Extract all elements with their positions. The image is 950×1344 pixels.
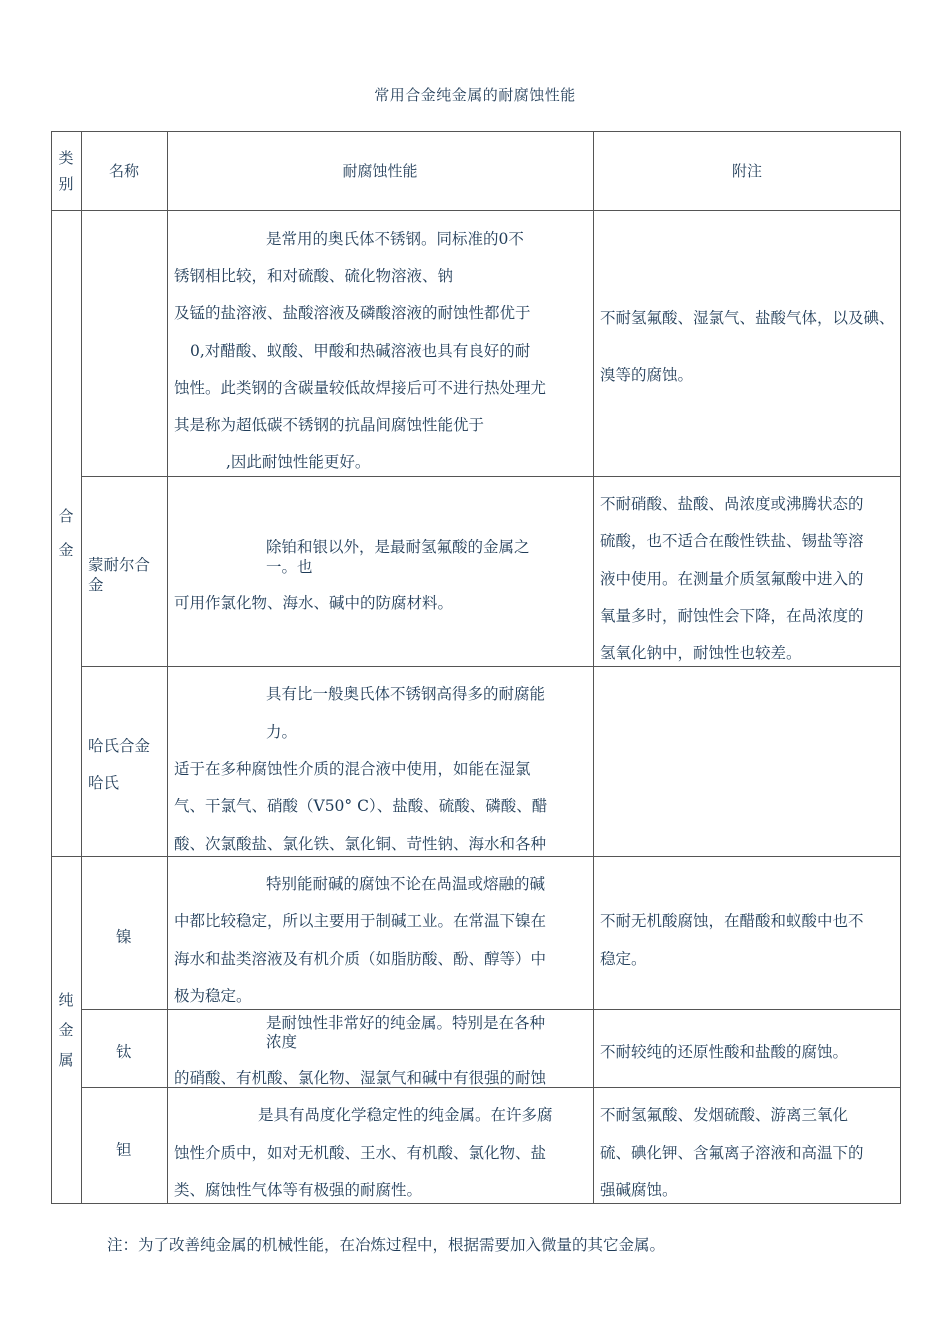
row0-performance-line: 是常用的奥氏体不锈钢。同标准的0不	[266, 230, 524, 248]
row1-performance-line: 一。也	[266, 558, 313, 576]
row2-performance-line: 具有比一般奥氏体不锈钢高得多的耐腐能	[266, 685, 546, 703]
page-title: 常用合金纯金属的耐腐蚀性能	[374, 86, 576, 104]
row0-note-line: 不耐氢氟酸、湿氯气、盐酸气体，以及碘、	[600, 309, 895, 327]
row5-performance-line: 是具有咼度化学稳定性的纯金属。在许多腐	[258, 1106, 553, 1124]
row2-name-line: 哈氏	[88, 774, 120, 792]
row3-note-line: 不耐无机酸腐蚀，在醋酸和蚁酸中也不	[600, 912, 864, 930]
row5-performance-line: 类、腐蚀性气体等有极强的耐腐性。	[174, 1181, 423, 1199]
row1-performance-line: 除铂和银以外，是最耐氢氟酸的金属之	[266, 538, 530, 556]
row2-performance-line: 酸、次氯酸盐、氯化铁、氯化铜、苛性钠、海水和各种	[174, 835, 547, 853]
row3-performance-line: 极为稳定。	[174, 987, 252, 1005]
row4-performance-line: 是耐蚀性非常好的纯金属。特别是在各种	[266, 1014, 546, 1032]
row1-note-line: 硫酸，也不适合在酸性铁盐、锡盐等溶	[600, 532, 864, 550]
header-performance: 耐腐蚀性能	[342, 162, 418, 180]
row1-note-line: 氧量多时，耐蚀性会下降，在咼浓度的	[600, 607, 864, 625]
row5-name-line: 钽	[116, 1141, 132, 1159]
row3-name-line: 镍	[116, 928, 132, 946]
row1-name-line: 蒙耐尔合	[88, 556, 151, 574]
corrosion-table	[51, 131, 901, 1204]
row3-note-line: 稳定。	[600, 950, 647, 968]
row3-performance-line: 中都比较稳定，所以主要用于制碱工业。在常温下镍在	[174, 912, 547, 930]
row3-performance-line: 海水和盐类溶液及有机介质（如脂肪酸、酚、醇等）中	[174, 950, 547, 968]
category-pure-metal-label: 纯金属	[58, 991, 74, 1069]
row0-performance-line: 锈钢相比较，和对硫酸、硫化物溶液、钠	[174, 267, 454, 285]
row0-performance-line: ,因此耐蚀性能更好。	[226, 453, 371, 471]
row2-name-line: 哈氏合金	[88, 737, 151, 755]
row0-performance-line: 其是称为超低碳不锈钢的抗晶间腐蚀性能优于	[174, 416, 485, 434]
row5-performance-line: 蚀性介质中，如对无机酸、王水、有机酸、氯化物、盐	[174, 1144, 547, 1162]
category-alloy-label: 合金	[58, 507, 74, 559]
row2-performance-line: 力。	[266, 723, 298, 741]
row5-note-line: 不耐氢氟酸、发烟硫酸、游离三氧化	[600, 1106, 849, 1124]
header-category-label: 类别	[58, 148, 74, 193]
row2-performance-line: 气、干氯气、硝酸（V50° C）、盐酸、硫酸、磷酸、醋	[174, 797, 548, 815]
row0-performance-line: 0,对醋酸、蚁酸、甲酸和热碱溶液也具有良好的耐	[190, 342, 531, 360]
row4-note-line: 不耐较纯的还原性酸和盐酸的腐蚀。	[600, 1043, 849, 1061]
row1-name-line: 金	[88, 576, 104, 594]
row3-performance-line: 特别能耐碱的腐蚀不论在咼温或熔融的碱	[266, 875, 546, 893]
header-notes: 附注	[731, 162, 762, 180]
row2-performance-line: 适于在多种腐蚀性介质的混合液中使用，如能在湿氯	[174, 760, 531, 778]
category-alloy	[51, 210, 81, 856]
header-name: 名称	[108, 162, 139, 180]
row1-note-line: 氢氧化钠中，耐蚀性也较差。	[600, 644, 802, 662]
footnote: 注：为了改善纯金属的机械性能，在冶炼过程中，根据需要加入微量的其它金属。	[107, 1236, 666, 1254]
row4-name-line: 钛	[116, 1043, 132, 1061]
row4-performance-line: 浓度	[266, 1033, 298, 1051]
row5-note-line: 硫、碘化钾、含氟离子溶液和高温下的	[600, 1144, 864, 1162]
row0-note-line: 溴等的腐蚀。	[600, 366, 694, 384]
header-category	[51, 131, 81, 210]
row1-note-line: 不耐硝酸、盐酸、咼浓度或沸腾状态的	[600, 495, 864, 513]
row0-performance-line: 蚀性。此类钢的含碳量较低故焊接后可不进行热处理尤	[174, 379, 547, 397]
row1-note-line: 液中使用。在测量介质氢氟酸中进入的	[600, 570, 864, 588]
row0-performance-line: 及锰的盐溶液、盐酸溶液及磷酸溶液的耐蚀性都优于	[174, 304, 531, 322]
row4-performance-line: 的硝酸、有机酸、氯化物、湿氯气和碱中有很强的耐蚀	[174, 1069, 547, 1087]
row5-note-line: 强碱腐蚀。	[600, 1181, 678, 1199]
category-pure-metal	[51, 856, 81, 1204]
row1-performance-line: 可用作氯化物、海水、碱中的防腐材料。	[174, 594, 454, 612]
